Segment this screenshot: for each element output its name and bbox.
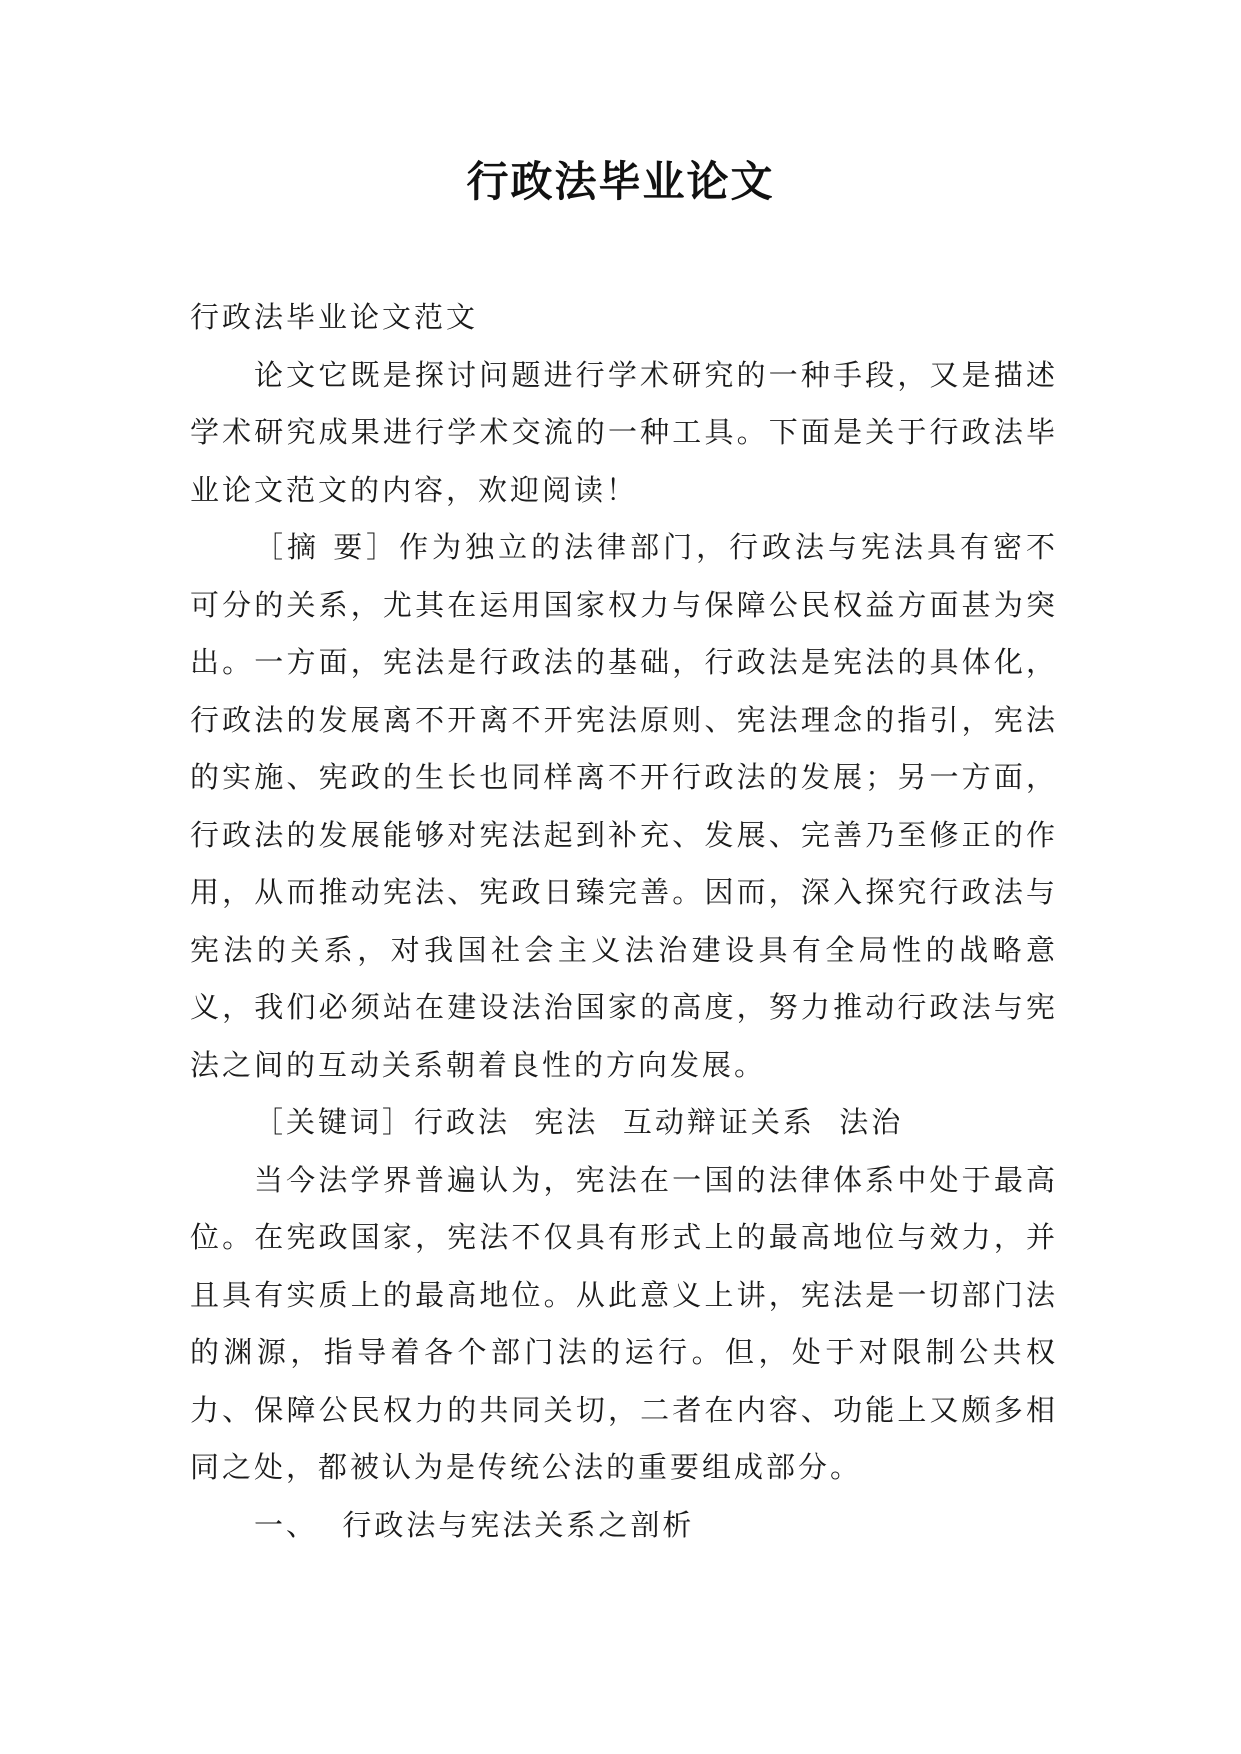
intro-paragraph: 论文它既是探讨问题进行学术研究的一种手段，又是描述学术研究成果进行学术交流的一种工具。下面是关于行政法毕业论文范文的内容，欢迎阅读！ bbox=[190, 357, 1058, 507]
section-heading: 一、 行政法与宪法关系之剖析 bbox=[254, 1507, 695, 1542]
abstract-paragraph: ［摘 要］作为独立的法律部门，行政法与宪法具有密不可分的关系，尤其在运用国家权力与保障公民权益方面甚为突出。一方面，宪法是行政法的基础，行政法是宪法的具体化，行政法的发展离不开离不开宪法原则、宪法理念的指引，宪法的实施、宪政的生长也同样离不开行政法的发展；另一方面，行政法的发展能够对宪法起到补充、发展、完善乃至修正的作用，从而推动宪法、宪政日臻完善。因而，深入探究行政法与宪法的关系，对我国社会主义法治建设具有全局性的战略意义，我们必须站在建设法治国家的高度，努力推动行政法与宪法之间的互动关系朝着良性的方向发展。 bbox=[190, 530, 1058, 1082]
document-subtitle: 行政法毕业论文范文 bbox=[190, 300, 479, 334]
document-title: 行政法毕业论文 bbox=[466, 157, 775, 206]
document-body bbox=[190, 289, 1058, 1554]
body-paragraph: 当今法学界普遍认为，宪法在一国的法律体系中处于最高位。在宪政国家，宪法不仅具有形式上的最高地位与效力，并且具有实质上的最高地位。从此意义上讲，宪法是一切部门法的渊源，指导着各个部门法的运行。但，处于对限制公共权力、保障公民权力的共同关切，二者在内容、功能上又颇多相同之处，都被认为是传统公法的重要组成部分。 bbox=[190, 1162, 1058, 1484]
keywords-line: ［关键词］行政法 宪法 互动辩证关系 法治 bbox=[254, 1105, 904, 1139]
